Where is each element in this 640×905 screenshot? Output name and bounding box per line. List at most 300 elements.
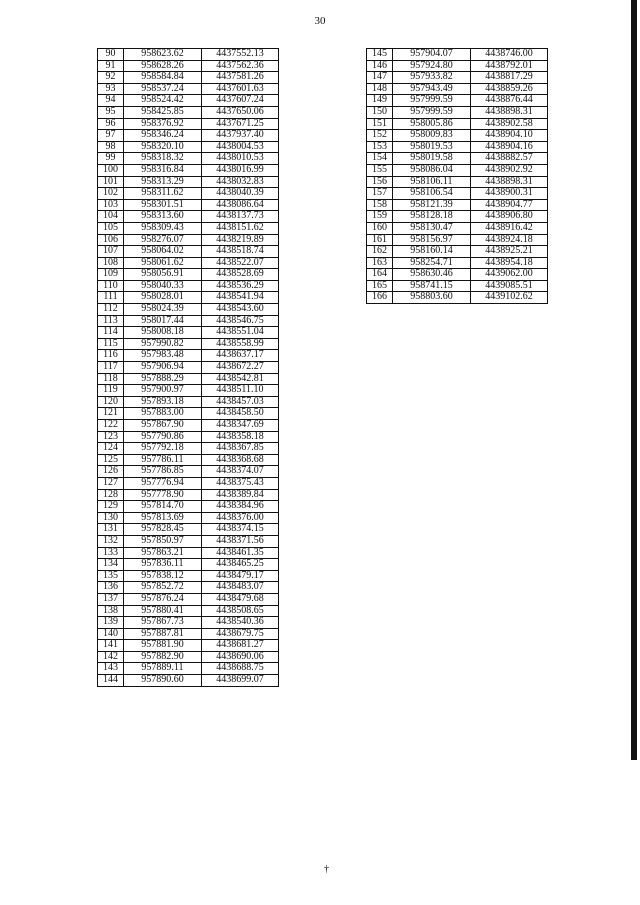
y-coordinate-cell: 4438916.42	[471, 222, 548, 234]
point-number-cell: 122	[98, 420, 124, 432]
point-number-cell: 157	[367, 188, 393, 200]
table-row	[98, 420, 279, 432]
point-number-cell: 141	[98, 640, 124, 652]
x-coordinate-cell: 958160.14	[393, 246, 471, 258]
x-coordinate-cell: 957867.73	[124, 617, 202, 629]
x-coordinate-cell: 957790.86	[124, 431, 202, 443]
y-coordinate-cell: 4438551.04	[202, 327, 279, 339]
table-row	[98, 130, 279, 142]
y-coordinate-cell: 4438374.15	[202, 524, 279, 536]
y-coordinate-cell: 4438367.85	[202, 443, 279, 455]
coordinates-table-right	[366, 48, 548, 304]
table-row	[98, 628, 279, 640]
x-coordinate-cell: 957876.24	[124, 593, 202, 605]
table-row	[98, 304, 279, 316]
point-number-cell: 133	[98, 547, 124, 559]
point-number-cell: 98	[98, 141, 124, 153]
x-coordinate-cell: 958009.83	[393, 130, 471, 142]
y-coordinate-cell: 4437552.13	[202, 49, 279, 61]
table-row	[367, 199, 548, 211]
y-coordinate-cell: 4438690.06	[202, 651, 279, 663]
x-coordinate-cell: 957792.18	[124, 443, 202, 455]
point-number-cell: 118	[98, 373, 124, 385]
x-coordinate-cell: 958028.01	[124, 292, 202, 304]
y-coordinate-cell: 4437581.26	[202, 72, 279, 84]
y-coordinate-cell: 4438637.17	[202, 350, 279, 362]
x-coordinate-cell: 957814.70	[124, 501, 202, 513]
y-coordinate-cell: 4438542.81	[202, 373, 279, 385]
x-coordinate-cell: 958106.54	[393, 188, 471, 200]
point-number-cell: 94	[98, 95, 124, 107]
y-coordinate-cell: 4438672.27	[202, 362, 279, 374]
table-row	[98, 443, 279, 455]
y-coordinate-cell: 4438219.89	[202, 234, 279, 246]
y-coordinate-cell: 4438016.99	[202, 164, 279, 176]
point-number-cell: 102	[98, 188, 124, 200]
table-row	[98, 292, 279, 304]
y-coordinate-cell: 4438541.94	[202, 292, 279, 304]
y-coordinate-cell: 4438898.31	[471, 106, 548, 118]
table-row	[98, 49, 279, 61]
point-number-cell: 125	[98, 454, 124, 466]
table-row	[98, 257, 279, 269]
x-coordinate-cell: 958008.18	[124, 327, 202, 339]
table-row	[98, 651, 279, 663]
table-row	[98, 570, 279, 582]
point-number-cell: 127	[98, 477, 124, 489]
point-number-cell: 108	[98, 257, 124, 269]
table-row	[98, 234, 279, 246]
y-coordinate-cell: 4438376.00	[202, 512, 279, 524]
x-coordinate-cell: 958628.26	[124, 60, 202, 72]
point-number-cell: 112	[98, 304, 124, 316]
x-coordinate-cell: 958584.84	[124, 72, 202, 84]
x-coordinate-cell: 958064.02	[124, 246, 202, 258]
table-row	[367, 222, 548, 234]
y-coordinate-cell: 4437607.24	[202, 95, 279, 107]
y-coordinate-cell: 4438679.75	[202, 628, 279, 640]
table-row	[98, 535, 279, 547]
x-coordinate-cell: 958346.24	[124, 130, 202, 142]
x-coordinate-cell: 957887.81	[124, 628, 202, 640]
y-coordinate-cell: 4438898.31	[471, 176, 548, 188]
table-row	[98, 501, 279, 513]
point-number-cell: 121	[98, 408, 124, 420]
table-row	[98, 188, 279, 200]
y-coordinate-cell: 4438465.25	[202, 559, 279, 571]
x-coordinate-cell: 958017.44	[124, 315, 202, 327]
y-coordinate-cell: 4438699.07	[202, 675, 279, 687]
point-number-cell: 106	[98, 234, 124, 246]
table-row	[98, 106, 279, 118]
table-row	[367, 292, 548, 304]
point-number-cell: 97	[98, 130, 124, 142]
table-row	[98, 640, 279, 652]
table-row	[98, 269, 279, 281]
y-coordinate-cell: 4438483.07	[202, 582, 279, 594]
point-number-cell: 163	[367, 257, 393, 269]
table-row	[98, 362, 279, 374]
y-coordinate-cell: 4438900.31	[471, 188, 548, 200]
x-coordinate-cell: 957852.72	[124, 582, 202, 594]
table-row	[367, 130, 548, 142]
x-coordinate-cell: 958623.62	[124, 49, 202, 61]
table-row	[98, 315, 279, 327]
x-coordinate-cell: 958318.32	[124, 153, 202, 165]
x-coordinate-cell: 957933.82	[393, 72, 471, 84]
table-row	[98, 350, 279, 362]
table-row	[367, 246, 548, 258]
x-coordinate-cell: 957983.48	[124, 350, 202, 362]
x-coordinate-cell: 957999.59	[393, 106, 471, 118]
point-number-cell: 154	[367, 153, 393, 165]
point-number-cell: 158	[367, 199, 393, 211]
x-coordinate-cell: 958128.18	[393, 211, 471, 223]
table-row	[367, 83, 548, 95]
point-number-cell: 107	[98, 246, 124, 258]
x-coordinate-cell: 957880.41	[124, 605, 202, 617]
y-coordinate-cell: 4438924.18	[471, 234, 548, 246]
y-coordinate-cell: 4438904.77	[471, 199, 548, 211]
table-row	[98, 396, 279, 408]
table-row	[98, 524, 279, 536]
x-coordinate-cell: 958537.24	[124, 83, 202, 95]
point-number-cell: 155	[367, 164, 393, 176]
point-number-cell: 137	[98, 593, 124, 605]
y-coordinate-cell: 4438371.56	[202, 535, 279, 547]
y-coordinate-cell: 4439102.62	[471, 292, 548, 304]
table-row	[98, 199, 279, 211]
y-coordinate-cell: 4438906.80	[471, 211, 548, 223]
x-coordinate-cell: 958121.39	[393, 199, 471, 211]
x-coordinate-cell: 957850.97	[124, 535, 202, 547]
point-number-cell: 100	[98, 164, 124, 176]
point-number-cell: 142	[98, 651, 124, 663]
x-coordinate-cell: 957786.85	[124, 466, 202, 478]
x-coordinate-cell: 957999.59	[393, 95, 471, 107]
table-row	[367, 176, 548, 188]
table-row	[367, 234, 548, 246]
y-coordinate-cell: 4438681.27	[202, 640, 279, 652]
table-row	[367, 60, 548, 72]
table-row	[98, 408, 279, 420]
table-row	[98, 466, 279, 478]
x-coordinate-cell: 958320.10	[124, 141, 202, 153]
point-number-cell: 103	[98, 199, 124, 211]
table-row	[98, 246, 279, 258]
point-number-cell: 153	[367, 141, 393, 153]
point-number-cell: 147	[367, 72, 393, 84]
table-row	[98, 164, 279, 176]
x-coordinate-cell: 958301.51	[124, 199, 202, 211]
y-coordinate-cell: 4438151.62	[202, 222, 279, 234]
y-coordinate-cell: 4438389.84	[202, 489, 279, 501]
x-coordinate-cell: 958276.07	[124, 234, 202, 246]
y-coordinate-cell: 4438859.26	[471, 83, 548, 95]
y-coordinate-cell: 4438358.18	[202, 431, 279, 443]
point-number-cell: 123	[98, 431, 124, 443]
table-row	[98, 327, 279, 339]
y-coordinate-cell: 4438374.07	[202, 466, 279, 478]
x-coordinate-cell: 957904.07	[393, 49, 471, 61]
y-coordinate-cell: 4438528.69	[202, 269, 279, 281]
x-coordinate-cell: 957863.21	[124, 547, 202, 559]
footer-mark: †	[324, 864, 329, 875]
point-number-cell: 93	[98, 83, 124, 95]
y-coordinate-cell: 4438746.00	[471, 49, 548, 61]
y-coordinate-cell: 4437671.25	[202, 118, 279, 130]
table-row	[98, 663, 279, 675]
x-coordinate-cell: 958313.29	[124, 176, 202, 188]
point-number-cell: 134	[98, 559, 124, 571]
point-number-cell: 150	[367, 106, 393, 118]
y-coordinate-cell: 4438543.60	[202, 304, 279, 316]
point-number-cell: 99	[98, 153, 124, 165]
y-coordinate-cell: 4438882.57	[471, 153, 548, 165]
y-coordinate-cell: 4439062.00	[471, 269, 548, 281]
x-coordinate-cell: 958376.92	[124, 118, 202, 130]
y-coordinate-cell: 4438461.35	[202, 547, 279, 559]
x-coordinate-cell: 958024.39	[124, 304, 202, 316]
y-coordinate-cell: 4438518.74	[202, 246, 279, 258]
point-number-cell: 96	[98, 118, 124, 130]
point-number-cell: 138	[98, 605, 124, 617]
y-coordinate-cell: 4438032.83	[202, 176, 279, 188]
y-coordinate-cell: 4438925.21	[471, 246, 548, 258]
x-coordinate-cell: 957776.94	[124, 477, 202, 489]
x-coordinate-cell: 958313.60	[124, 211, 202, 223]
point-number-cell: 104	[98, 211, 124, 223]
point-number-cell: 151	[367, 118, 393, 130]
table-row	[98, 153, 279, 165]
table-row	[98, 385, 279, 397]
point-number-cell: 162	[367, 246, 393, 258]
x-coordinate-cell: 957888.29	[124, 373, 202, 385]
point-number-cell: 90	[98, 49, 124, 61]
x-coordinate-cell: 958254.71	[393, 257, 471, 269]
x-coordinate-cell: 958061.62	[124, 257, 202, 269]
x-coordinate-cell: 958019.53	[393, 141, 471, 153]
y-coordinate-cell: 4438137.73	[202, 211, 279, 223]
point-number-cell: 92	[98, 72, 124, 84]
y-coordinate-cell: 4437562.36	[202, 60, 279, 72]
y-coordinate-cell: 4438522.07	[202, 257, 279, 269]
point-number-cell: 148	[367, 83, 393, 95]
y-coordinate-cell: 4437650.06	[202, 106, 279, 118]
table-row	[98, 83, 279, 95]
x-coordinate-cell: 958086.04	[393, 164, 471, 176]
y-coordinate-cell: 4438375.43	[202, 477, 279, 489]
x-coordinate-cell: 957881.90	[124, 640, 202, 652]
page-number: 30	[314, 15, 326, 27]
x-coordinate-cell: 958019.58	[393, 153, 471, 165]
table-row	[367, 49, 548, 61]
x-coordinate-cell: 958005.86	[393, 118, 471, 130]
y-coordinate-cell: 4438876.44	[471, 95, 548, 107]
x-coordinate-cell: 957828.45	[124, 524, 202, 536]
x-coordinate-cell: 958524.42	[124, 95, 202, 107]
table-row	[98, 559, 279, 571]
point-number-cell: 126	[98, 466, 124, 478]
y-coordinate-cell: 4438511.10	[202, 385, 279, 397]
table-row	[98, 605, 279, 617]
point-number-cell: 160	[367, 222, 393, 234]
y-coordinate-cell: 4437937.40	[202, 130, 279, 142]
y-coordinate-cell: 4438817.29	[471, 72, 548, 84]
point-number-cell: 124	[98, 443, 124, 455]
table-row	[98, 141, 279, 153]
point-number-cell: 115	[98, 338, 124, 350]
point-number-cell: 113	[98, 315, 124, 327]
point-number-cell: 132	[98, 535, 124, 547]
y-coordinate-cell: 4438004.53	[202, 141, 279, 153]
y-coordinate-cell: 4438536.29	[202, 280, 279, 292]
table-row	[98, 72, 279, 84]
x-coordinate-cell: 957867.90	[124, 420, 202, 432]
table-row	[98, 338, 279, 350]
table-row	[98, 211, 279, 223]
point-number-cell: 140	[98, 628, 124, 640]
table-row	[367, 164, 548, 176]
point-number-cell: 101	[98, 176, 124, 188]
x-coordinate-cell: 957900.97	[124, 385, 202, 397]
table-row	[367, 106, 548, 118]
y-coordinate-cell: 4438902.58	[471, 118, 548, 130]
table-row	[367, 118, 548, 130]
table-row	[98, 582, 279, 594]
x-coordinate-cell: 957786.11	[124, 454, 202, 466]
point-number-cell: 156	[367, 176, 393, 188]
y-coordinate-cell: 4438688.75	[202, 663, 279, 675]
y-coordinate-cell: 4438558.99	[202, 338, 279, 350]
point-number-cell: 149	[367, 95, 393, 107]
x-coordinate-cell: 957890.60	[124, 675, 202, 687]
y-coordinate-cell: 4438904.10	[471, 130, 548, 142]
y-coordinate-cell: 4438479.68	[202, 593, 279, 605]
table-row	[98, 675, 279, 687]
y-coordinate-cell: 4439085.51	[471, 280, 548, 292]
x-coordinate-cell: 957893.18	[124, 396, 202, 408]
y-coordinate-cell: 4438384.96	[202, 501, 279, 513]
y-coordinate-cell: 4438792.01	[471, 60, 548, 72]
y-coordinate-cell: 4438508.65	[202, 605, 279, 617]
x-coordinate-cell: 957836.11	[124, 559, 202, 571]
point-number-cell: 110	[98, 280, 124, 292]
x-coordinate-cell: 957943.49	[393, 83, 471, 95]
point-number-cell: 120	[98, 396, 124, 408]
x-coordinate-cell: 957813.69	[124, 512, 202, 524]
x-coordinate-cell: 957906.94	[124, 362, 202, 374]
point-number-cell: 166	[367, 292, 393, 304]
point-number-cell: 95	[98, 106, 124, 118]
point-number-cell: 130	[98, 512, 124, 524]
point-number-cell: 116	[98, 350, 124, 362]
table-row	[98, 95, 279, 107]
point-number-cell: 109	[98, 269, 124, 281]
table-row	[98, 547, 279, 559]
point-number-cell: 139	[98, 617, 124, 629]
table-row	[98, 477, 279, 489]
x-coordinate-cell: 957778.90	[124, 489, 202, 501]
table-row	[98, 373, 279, 385]
y-coordinate-cell: 4438458.50	[202, 408, 279, 420]
point-number-cell: 114	[98, 327, 124, 339]
y-coordinate-cell: 4438904.16	[471, 141, 548, 153]
point-number-cell: 119	[98, 385, 124, 397]
coordinates-table-left	[97, 48, 279, 687]
table-row	[98, 431, 279, 443]
table-row	[98, 280, 279, 292]
point-number-cell: 164	[367, 269, 393, 281]
point-number-cell: 146	[367, 60, 393, 72]
point-number-cell: 91	[98, 60, 124, 72]
table-row	[367, 257, 548, 269]
y-coordinate-cell: 4438086.64	[202, 199, 279, 211]
y-coordinate-cell: 4438040.39	[202, 188, 279, 200]
table-row	[367, 72, 548, 84]
x-coordinate-cell: 957924.80	[393, 60, 471, 72]
x-coordinate-cell: 958316.84	[124, 164, 202, 176]
table-row	[98, 593, 279, 605]
table-row	[367, 280, 548, 292]
x-coordinate-cell: 958311.62	[124, 188, 202, 200]
y-coordinate-cell: 4438347.69	[202, 420, 279, 432]
y-coordinate-cell: 4438010.53	[202, 153, 279, 165]
point-number-cell: 105	[98, 222, 124, 234]
table-row	[367, 188, 548, 200]
scan-edge-bar	[631, 0, 637, 760]
x-coordinate-cell: 958130.47	[393, 222, 471, 234]
y-coordinate-cell: 4438902.92	[471, 164, 548, 176]
y-coordinate-cell: 4438368.68	[202, 454, 279, 466]
x-coordinate-cell: 958741.15	[393, 280, 471, 292]
x-coordinate-cell: 958803.60	[393, 292, 471, 304]
point-number-cell: 161	[367, 234, 393, 246]
y-coordinate-cell: 4438540.36	[202, 617, 279, 629]
y-coordinate-cell: 4438457.03	[202, 396, 279, 408]
x-coordinate-cell: 957838.12	[124, 570, 202, 582]
point-number-cell: 143	[98, 663, 124, 675]
x-coordinate-cell: 957889.11	[124, 663, 202, 675]
table-row	[367, 269, 548, 281]
x-coordinate-cell: 957990.82	[124, 338, 202, 350]
point-number-cell: 131	[98, 524, 124, 536]
point-number-cell: 117	[98, 362, 124, 374]
point-number-cell: 135	[98, 570, 124, 582]
table-row	[367, 153, 548, 165]
point-number-cell: 145	[367, 49, 393, 61]
point-number-cell: 111	[98, 292, 124, 304]
point-number-cell: 128	[98, 489, 124, 501]
point-number-cell: 129	[98, 501, 124, 513]
x-coordinate-cell: 958056.91	[124, 269, 202, 281]
table-row	[98, 512, 279, 524]
table-row	[98, 617, 279, 629]
point-number-cell: 152	[367, 130, 393, 142]
y-coordinate-cell: 4438479.17	[202, 570, 279, 582]
x-coordinate-cell: 958630.46	[393, 269, 471, 281]
y-coordinate-cell: 4437601.63	[202, 83, 279, 95]
table-row	[367, 211, 548, 223]
table-row	[367, 95, 548, 107]
table-row	[367, 141, 548, 153]
point-number-cell: 159	[367, 211, 393, 223]
y-coordinate-cell: 4438954.18	[471, 257, 548, 269]
table-row	[98, 454, 279, 466]
table-row	[98, 118, 279, 130]
table-row	[98, 60, 279, 72]
x-coordinate-cell: 958106.11	[393, 176, 471, 188]
